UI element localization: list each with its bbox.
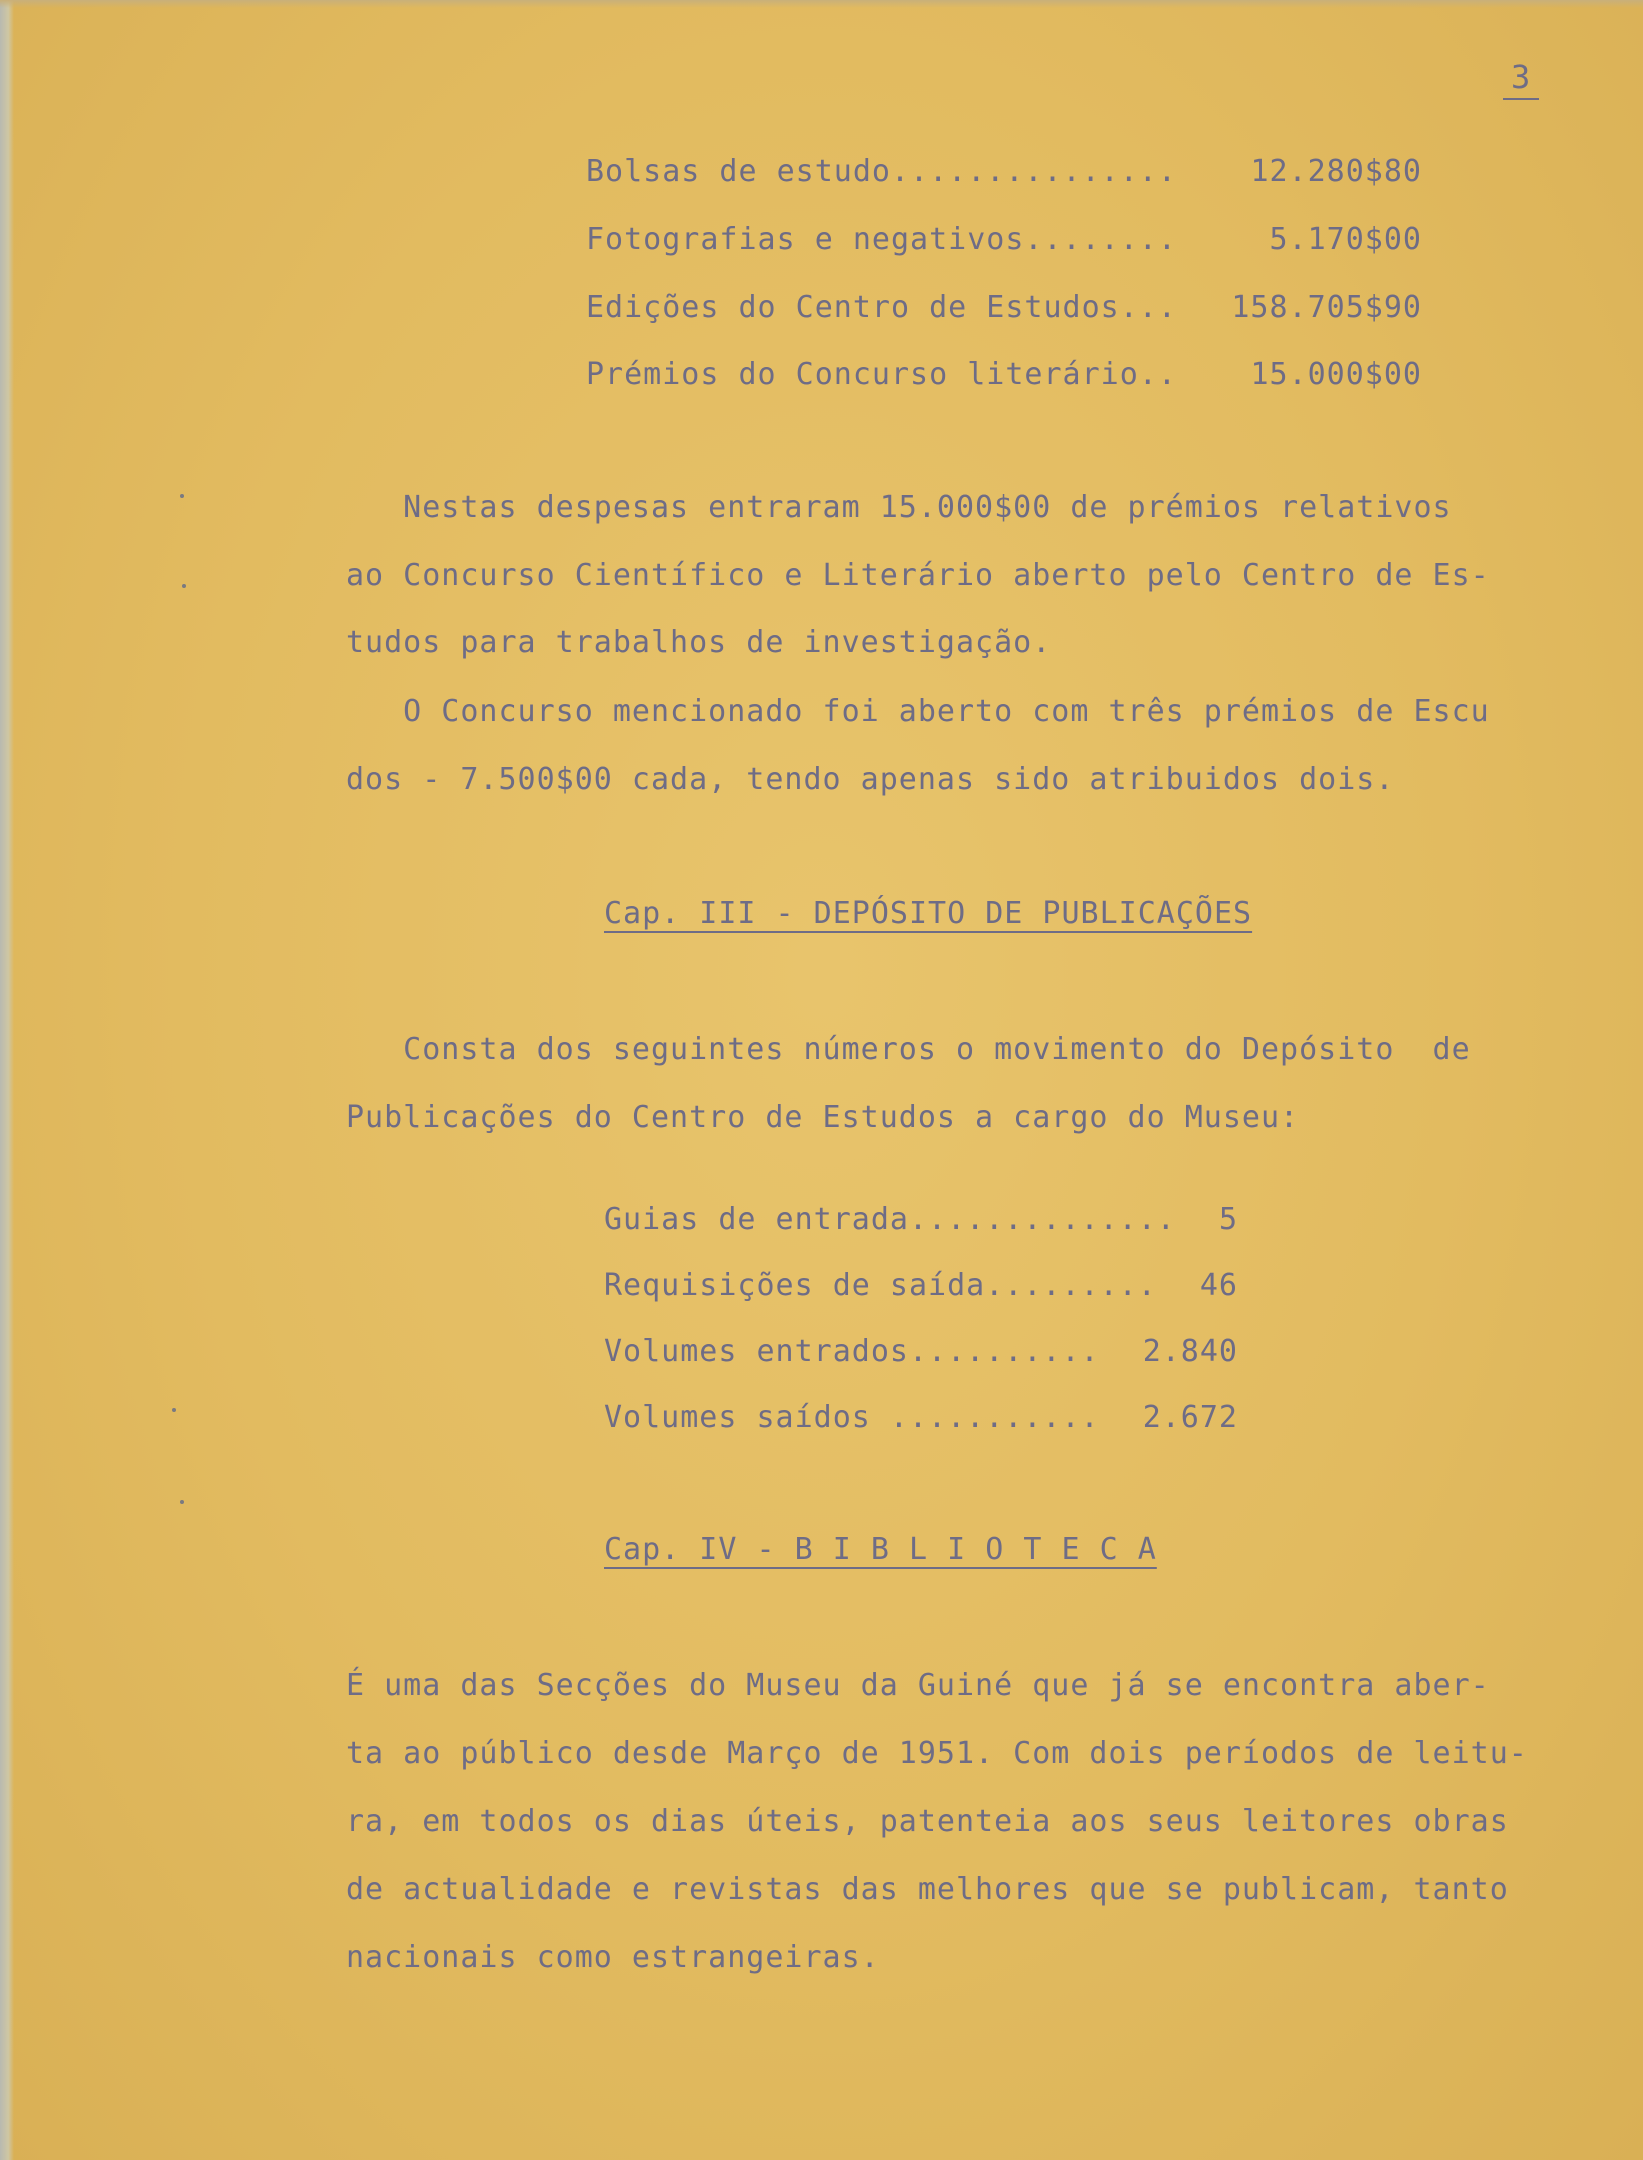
deposit-stat-value: 2.672 bbox=[1142, 1400, 1238, 1435]
deposit-stat-label: Volumes entrados.......... bbox=[604, 1334, 1100, 1369]
paper-speck bbox=[182, 584, 186, 588]
expense-amount: 158.705$90 bbox=[1231, 290, 1422, 325]
paragraph-line: de actualidade e revistas das melhores que se publicam, tanto bbox=[346, 1872, 1509, 1907]
paper-left-edge bbox=[0, 0, 14, 2160]
paragraph-line: tudos para trabalhos de investigação. bbox=[346, 625, 1052, 660]
expense-amount: 15.000$00 bbox=[1250, 357, 1422, 392]
deposit-stat-row bbox=[604, 1334, 1238, 1374]
deposit-stat-label: Requisições de saída......... bbox=[604, 1268, 1157, 1303]
expense-amount: 5.170$00 bbox=[1269, 222, 1422, 257]
expense-amount: 12.280$80 bbox=[1250, 154, 1422, 189]
page-number: 3 bbox=[1503, 58, 1539, 100]
expense-row bbox=[586, 290, 1422, 330]
paragraph-line: Publicações do Centro de Estudos a cargo do Museu: bbox=[346, 1100, 1300, 1135]
paper-speck bbox=[180, 1500, 184, 1504]
expense-label: Edições do Centro de Estudos... bbox=[586, 290, 1177, 325]
paragraph-line: ra, em todos os dias úteis, patenteia aos seus leitores obras bbox=[346, 1804, 1509, 1839]
deposit-stat-row bbox=[604, 1268, 1238, 1308]
paragraph-line: O Concurso mencionado foi aberto com três prémios de Escu bbox=[346, 694, 1490, 729]
deposit-stat-row bbox=[604, 1202, 1238, 1242]
deposit-stat-label: Volumes saídos ........... bbox=[604, 1400, 1100, 1435]
paragraph-line: nacionais como estrangeiras. bbox=[346, 1940, 880, 1975]
expense-label: Prémios do Concurso literário.. bbox=[586, 357, 1177, 392]
paragraph-line: ao Concurso Científico e Literário aberto pelo Centro de Es- bbox=[346, 558, 1490, 593]
paragraph-line: Consta dos seguintes números o movimento do Depósito de bbox=[346, 1032, 1471, 1067]
deposit-stat-value: 46 bbox=[1199, 1268, 1238, 1303]
paragraph-line: É uma das Secções do Museu da Guiné que já se encontra aber- bbox=[346, 1668, 1490, 1703]
chapter-4-heading: Cap. IV - B I B L I O T E C A bbox=[604, 1532, 1157, 1567]
expense-label: Bolsas de estudo............... bbox=[586, 154, 1177, 189]
expense-row bbox=[586, 357, 1422, 397]
paragraph-line: ta ao público desde Março de 1951. Com dois períodos de leitu- bbox=[346, 1736, 1528, 1771]
chapter-3-heading: Cap. III - DEPÓSITO DE PUBLICAÇÕES bbox=[604, 896, 1253, 931]
deposit-stat-value: 2.840 bbox=[1142, 1334, 1238, 1369]
paper-speck bbox=[180, 494, 184, 498]
expense-row bbox=[586, 154, 1422, 194]
deposit-stat-value: 5 bbox=[1218, 1202, 1238, 1237]
paragraph-line: dos - 7.500$00 cada, tendo apenas sido atribuidos dois. bbox=[346, 762, 1395, 797]
paper-top-edge bbox=[0, 0, 1643, 8]
expense-label: Fotografias e negativos........ bbox=[586, 222, 1177, 257]
paragraph-line: Nestas despesas entraram 15.000$00 de prémios relativos bbox=[346, 490, 1452, 525]
deposit-stat-row bbox=[604, 1400, 1238, 1440]
paper-speck bbox=[172, 1408, 176, 1412]
expense-row bbox=[586, 222, 1422, 262]
deposit-stat-label: Guias de entrada.............. bbox=[604, 1202, 1176, 1237]
